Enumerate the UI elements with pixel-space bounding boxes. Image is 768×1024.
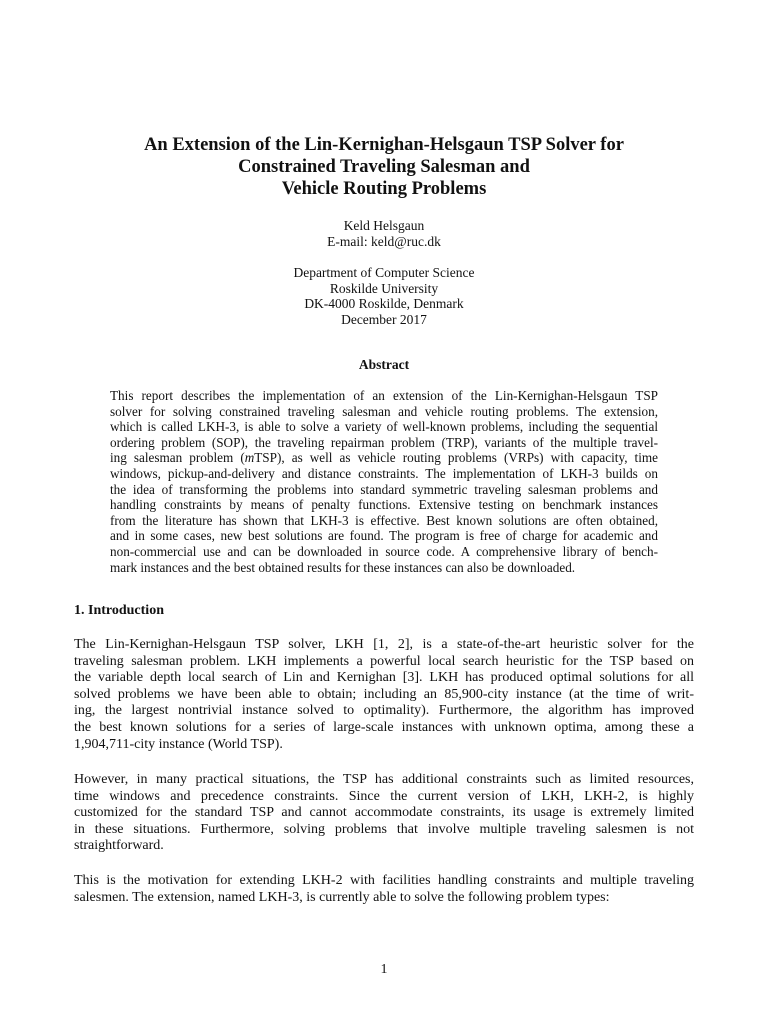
paragraph-line: time windows and precedence constraints. Since the current version of LKH, LKH-2, is highly	[74, 788, 694, 804]
paragraph-line: the best known solutions for a series of large-scale instances with unknown optima, among these a	[74, 719, 694, 735]
abstract-line	[110, 450, 658, 466]
abstract-line-rest: TSP), as well as vehicle routing problems (VRPs) with capacity, time	[254, 450, 658, 466]
intro-paragraph-2	[74, 772, 694, 855]
section-heading-introduction: 1. Introduction	[74, 603, 164, 618]
paragraph-line: The Lin-Kernighan-Helsgaun TSP solver, LKH [1, 2], is a state-of-the-art heuristic solver for the	[74, 637, 694, 652]
publication-date: December 2017	[341, 311, 427, 327]
paragraph-line: the variable depth local search of Lin and Kernighan [3]. LKH has produced optimal solutions for all	[74, 670, 694, 686]
title-line: Vehicle Routing Problems	[281, 179, 487, 199]
abstract-line: handling constraints by means of penalty functions. Extensive testing on benchmark instances	[110, 497, 658, 513]
abstract-heading: Abstract	[358, 357, 410, 372]
abstract-body	[110, 388, 658, 575]
affiliation-university: Roskilde University	[329, 280, 439, 296]
affiliation-block	[184, 265, 584, 327]
author-block	[184, 218, 584, 249]
paragraph-line: in these situations. Furthermore, solving problems that involve multiple traveling salesmen is not	[74, 821, 694, 837]
abstract-line: which is called LKH-3, is able to solve a variety of well-known problems, including the sequential	[110, 419, 658, 435]
abstract-line: ordering problem (SOP), the traveling repairman problem (TRP), variants of the multiple travel-	[110, 434, 658, 450]
title-line: Constrained Traveling Salesman and	[238, 157, 530, 177]
affiliation-department: Department of Computer Science	[293, 265, 475, 280]
paragraph-line: solved problems we have been able to obtain; including an 85,900-city instance (at the time of writ-	[74, 686, 694, 702]
paragraph-line: straightforward.	[74, 838, 164, 854]
abstract-italic-m: m	[244, 450, 255, 466]
paragraph-line: This is the motivation for extending LKH-2 with facilities handling constraints and multiple traveling	[74, 873, 694, 888]
paper-title	[60, 134, 708, 200]
paragraph-line: traveling salesman problem. LKH implements a powerful local search heuristic for the TSP based on	[74, 653, 694, 669]
abstract-line: the idea of transforming the problems into standard symmetric traveling salesman problems and	[110, 481, 658, 497]
abstract-line: solver for solving constrained traveling salesman and vehicle routing problems. The extension,	[110, 403, 658, 419]
paragraph-line: customized for the standard TSP and cannot accommodate constraints, its usage is extremely limited	[74, 805, 694, 821]
intro-paragraph-1	[74, 637, 694, 753]
author-name: Keld Helsgaun	[343, 218, 425, 233]
paragraph-line: ing, the largest nontrivial instance solved to optimality). Furthermore, the algorithm has improved	[74, 703, 694, 719]
paragraph-line: 1,904,711-city instance (World TSP).	[74, 736, 283, 752]
abstract-line: non-commercial use and can be downloaded in source code. A comprehensive library of bench-	[110, 543, 658, 559]
title-line: An Extension of the Lin-Kernighan-Helsgaun TSP Solver for	[144, 135, 624, 155]
abstract-line: windows, pickup-and-delivery and distance constraints. The implementation of LKH-3 builds on	[110, 465, 658, 481]
paragraph-line: salesmen. The extension, named LKH-3, is currently able to solve the following problem types:	[74, 889, 610, 905]
abstract-line-start: ing salesman problem (	[110, 450, 245, 466]
paragraph-line: However, in many practical situations, the TSP has additional constraints such as limited resources,	[74, 772, 694, 787]
abstract-line: This report describes the implementation of an extension of the Lin-Kernighan-Helsgaun TSP	[110, 388, 658, 403]
abstract-line: mark instances and the best obtained results for these instances can also be downloaded.	[110, 559, 576, 575]
abstract-line: from the literature has shown that LKH-3 is effective. Best known solutions are often obtained,	[110, 512, 658, 528]
abstract-line: and in some cases, new best solutions are found. The program is free of charge for academic and	[110, 528, 658, 544]
page-number: 1	[380, 962, 388, 977]
author-email: E-mail: keld@ruc.dk	[327, 233, 441, 249]
affiliation-address: DK-4000 Roskilde, Denmark	[304, 296, 464, 311]
intro-paragraph-3	[74, 873, 694, 906]
